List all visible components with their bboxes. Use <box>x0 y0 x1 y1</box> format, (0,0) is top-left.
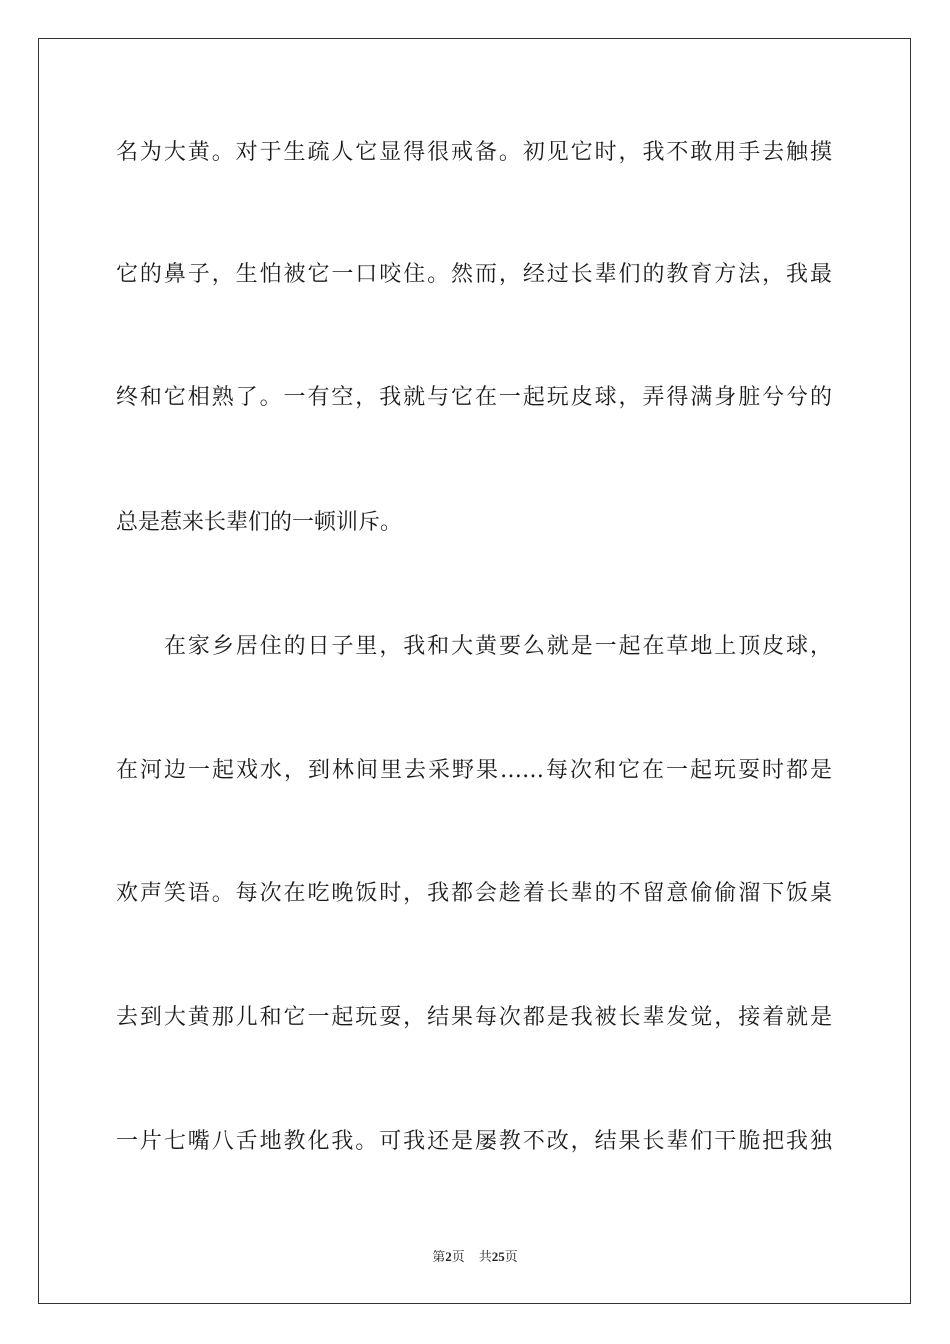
text-line-1: 名为大黄。对于生疏人它显得很戒备。初见它时，我不敢用手去触摸 <box>116 140 832 165</box>
text-line-2: 它的鼻子，生怕被它一口咬住。然而，经过长辈们的教育方法，我最 <box>116 262 832 287</box>
text-line-7: 欢声笑语。每次在吃晚饭时，我都会趁着长辈的不留意偷偷溜下饭桌 <box>116 881 832 906</box>
text-line-3: 终和它相熟了。一有空，我就与它在一起玩皮球，弄得满身脏兮兮的 <box>116 385 832 410</box>
text-line-4: 总是惹来长辈们的一顿训斥。 <box>116 510 403 535</box>
footer-page-number: 2 <box>445 1249 452 1264</box>
footer-page-prefix: 第 <box>432 1250 446 1265</box>
footer-page-suffix: 页 <box>451 1250 465 1265</box>
text-line-5: 在家乡居住的日子里，我和大黄要么就是一起在草地上顶皮球， <box>164 634 832 659</box>
text-line-9: 一片七嘴八舌地教化我。可我还是屡教不改，结果长辈们干脆把我独 <box>116 1129 832 1154</box>
text-line-6: 在河边一起戏水，到林间里去采野果……每次和它在一起玩耍时都是 <box>116 758 832 783</box>
page-border <box>38 38 911 1304</box>
footer-total-suffix: 页 <box>504 1250 518 1265</box>
footer-total-prefix: 共 <box>478 1250 492 1265</box>
page-footer <box>0 1248 950 1267</box>
text-line-8: 去到大黄那儿和它一起玩耍，结果每次都是我被长辈发觉，接着就是 <box>116 1005 832 1030</box>
footer-total-pages: 25 <box>491 1249 505 1264</box>
